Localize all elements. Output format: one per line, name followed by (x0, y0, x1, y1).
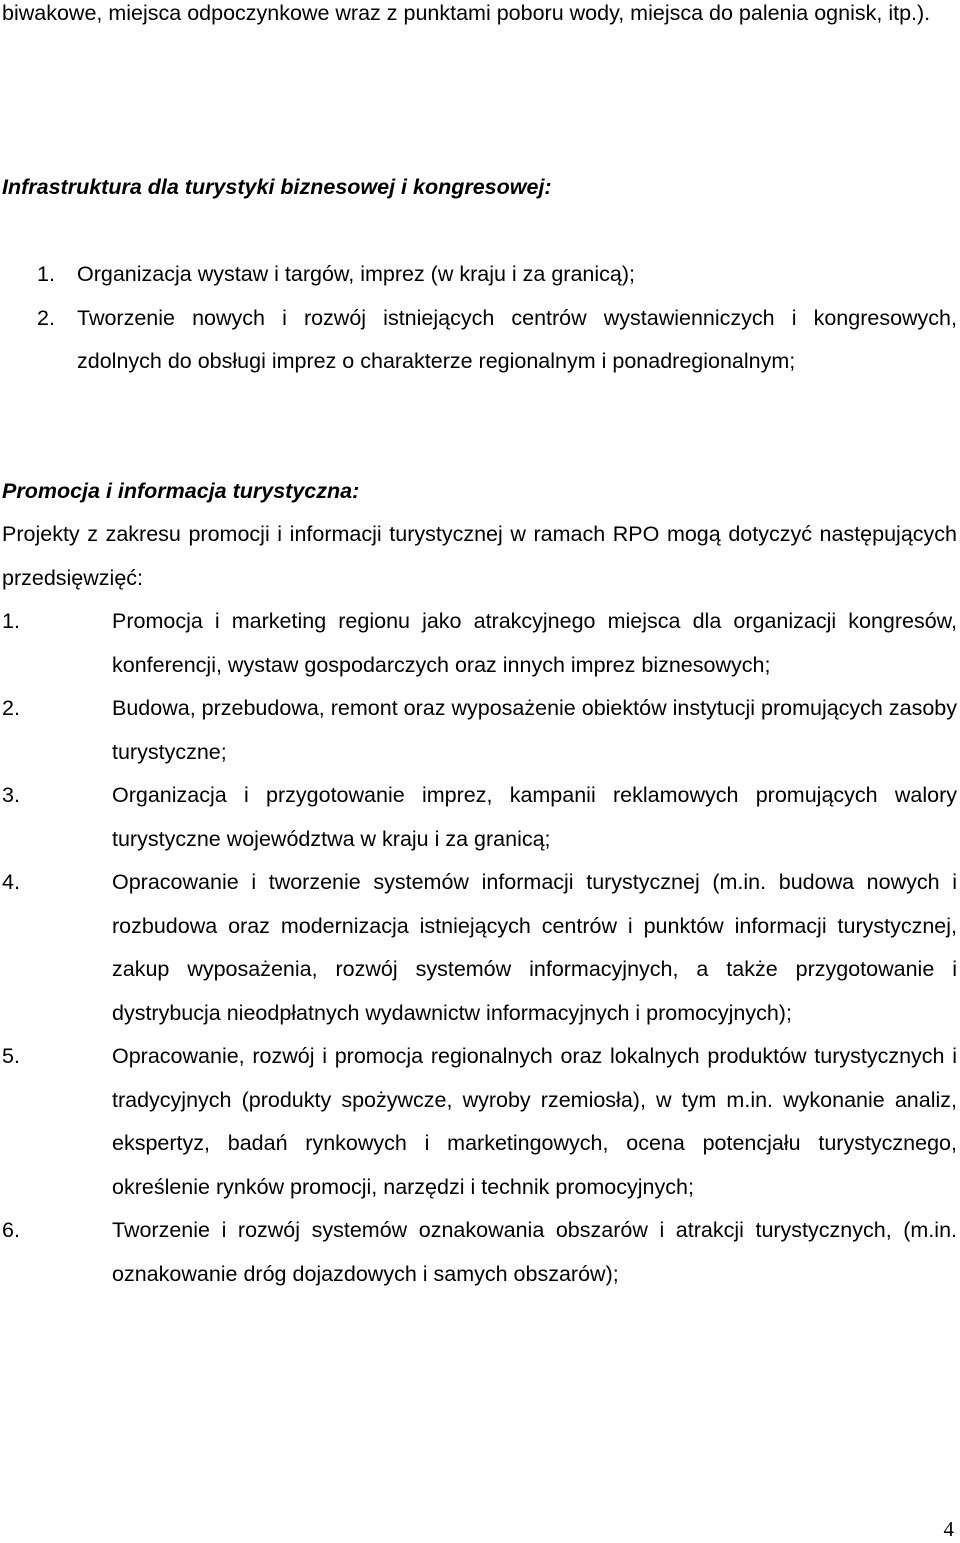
list-item-number: 3. (2, 783, 20, 807)
promotion-list (0, 600, 957, 1296)
list-item-text: Opracowanie, rozwój i promocja regionalnych oraz lokalnych produktów turystycznych i tradycyjnych (produkty spożywcze, wyroby rzemiosła), w tym m.in. wykonanie analiz, ekspertyz, badań rynkowych i marketingowych, ocena potencjału turystycznego, określenie rynków promocji, narzędzi i technik promocyjnych; (112, 1044, 957, 1199)
section-heading-promotion: Promocja i informacja turystyczna: (2, 479, 360, 503)
list-item-number: 4. (2, 870, 20, 894)
list-item-text: Promocja i marketing regionu jako atrakcyjnego miejsca dla organizacji kongresów, konferencji, wystaw gospodarczych oraz innych imprez biznesowych; (112, 609, 957, 677)
list-item-text: Organizacja wystaw i targów, imprez (w kraju i za granicą); (77, 262, 635, 286)
list-item-text: Budowa, przebudowa, remont oraz wyposażenie obiektów instytucji promujących zasoby turystyczne; (112, 696, 957, 764)
list-item-number: 2. (2, 696, 20, 720)
page-number: 4 (943, 1517, 954, 1541)
list-item-number: 2. (37, 305, 55, 330)
list-item (0, 1209, 957, 1296)
list-item-number: 6. (2, 1218, 20, 1242)
list-item-text: Opracowanie i tworzenie systemów informacji turystycznej (m.in. budowa nowych i rozbudowa oraz modernizacja istniejących centrów i punktów informacji turystycznej, zakup wyposażenia, rozwój systemów informacyjnych, a także przygotowanie i dystrybucja nieodpłatnych wydawnictw informacyjnych i promocyjnych); (112, 870, 957, 1025)
list-item-number: 1. (2, 609, 20, 633)
list-item (0, 687, 957, 774)
list-item (0, 774, 957, 861)
list-item-text: Tworzenie i rozwój systemów oznakowania obszarów i atrakcji turystycznych, (m.in. oznakowanie dróg dojazdowych i samych obszarów); (112, 1218, 957, 1286)
list-item-text: Tworzenie nowych i rozwój istniejących centrów wystawienniczych i kongresowych, zdolnych do obsługi imprez o charakterze regionalnym i ponadregionalnym; (77, 305, 957, 373)
promotion-intro: Projekty z zakresu promocji i informacji turystycznej w ramach RPO mogą dotyczyć następujących przedsięwzięć: (2, 522, 957, 590)
list-item (0, 253, 957, 297)
section-heading-business-tourism: Infrastruktura dla turystyki biznesowej i kongresowej: (2, 175, 552, 199)
business-tourism-list (0, 253, 957, 384)
intro-paragraph: biwakowe, miejsca odpoczynkowe wraz z punktami poboru wody, miejsca do palenia ognisk, itp.). (2, 1, 931, 25)
list-item (0, 600, 957, 687)
list-item-text: Organizacja i przygotowanie imprez, kampanii reklamowych promujących walory turystyczne województwa w kraju i za granicą; (112, 783, 957, 851)
list-item (0, 1035, 957, 1209)
list-item (0, 861, 957, 1035)
list-item-number: 1. (37, 262, 55, 286)
list-item-number: 5. (2, 1044, 20, 1068)
list-item (0, 297, 957, 384)
